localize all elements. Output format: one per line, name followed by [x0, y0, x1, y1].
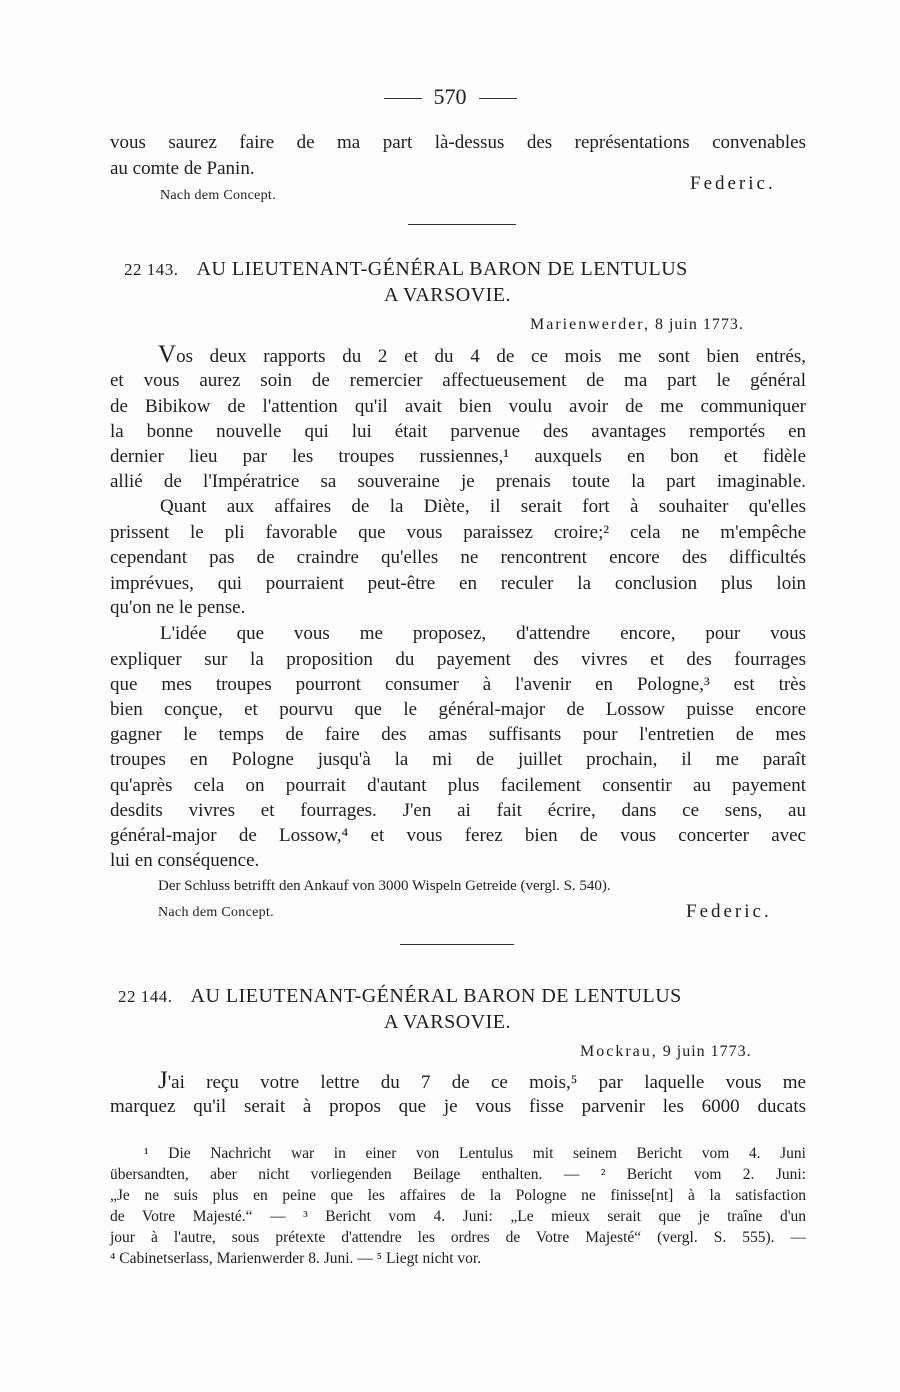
body-line: Quant aux affaires de la Diète, il serait fort à souhaiter qu'elles — [160, 496, 806, 517]
letter-heading — [124, 258, 688, 281]
letter-place: Mockrau, — [580, 1043, 658, 1060]
body-line: dernier lieu par les troupes russiennes,¹ auxquels en bon et fidèle — [110, 446, 806, 467]
body-line: de Bibikow de l'attention qu'il avait bien voulu avoir de me communiquer — [110, 396, 806, 417]
editor-note: Der Schluss betrifft den Ankauf von 3000 Wispeln Getreide (vergl. S. 540). — [158, 878, 611, 894]
signature: Federic. — [686, 901, 772, 922]
body-line: desdits vivres et fourrages. J'en ai fait écrire, dans ce sens, au — [110, 800, 806, 821]
body-line: cependant pas de craindre qu'elles ne rencontrent encore des difficultés — [110, 547, 806, 568]
letter-dateline — [530, 316, 744, 334]
body-line: marquez qu'il serait à propos que je vous fisse parvenir les 6000 ducats — [110, 1096, 806, 1117]
letter-title: AU LIEUTENANT-GÉNÉRAL BARON DE LENTULUS — [196, 258, 688, 280]
footnote-line: „Je ne suis plus en peine que les affaires de la Pologne ne finisse[nt] à la satisfaction — [110, 1187, 806, 1204]
body-line: J'ai reçu votre lettre du 7 de ce mois,⁵ par laquelle vous me — [158, 1067, 806, 1094]
body-line: imprévues, qui pourraient peut-être en reculer la conclusion plus loin — [110, 573, 806, 594]
footnote-line: übersandten, aber nicht vorliegenden Beilage enthalten. — ² Bericht vom 2. Juni: — [110, 1166, 806, 1183]
letter-heading — [118, 985, 682, 1008]
body-line: au comte de Panin. — [110, 158, 255, 179]
body-line: prissent le pli favorable que vous paraissez croire;² cela ne m'empêche — [110, 522, 806, 543]
body-line: vous saurez faire de ma part là-dessus des représentations convenables — [110, 132, 806, 153]
footnote-line: ¹ Die Nachricht war in einer von Lentulus mit seinem Bericht vom 4. Juni — [144, 1145, 806, 1162]
section-divider — [400, 944, 514, 945]
body-line: qu'on ne le pense. — [110, 597, 246, 618]
body-line: L'idée que vous me proposez, d'attendre encore, pour vous — [160, 623, 806, 644]
body-line: troupes en Pologne jusqu'à la mi de juillet prochain, il me paraît — [110, 749, 806, 770]
body-line: allié de l'Impératrice sa souveraine je prenais toute la part imaginable. — [110, 471, 806, 492]
letter-number: 22 143. — [124, 260, 179, 279]
initial-letter: J — [158, 1067, 168, 1094]
letter-date: 8 juin 1773. — [654, 316, 744, 333]
body-line: gagner le temps de faire des amas suffisants pour l'entretien de mes — [110, 724, 806, 745]
section-divider — [408, 224, 516, 225]
body-line: général-major de Lossow,⁴ et vous ferez bien de vous concerter avec — [110, 825, 806, 846]
letter-title-line2: A VARSOVIE. — [384, 1011, 512, 1033]
page-number: 570 — [0, 84, 900, 110]
letter-number: 22 144. — [118, 987, 173, 1006]
footnote-line: de Votre Majesté.“ — ³ Bericht vom 4. Juni: „Le mieux serait que je traîne d'un — [110, 1208, 806, 1225]
footnote-line: jour à l'autre, sous prétexte d'attendre les ordres de Votre Majesté“ (vergl. S. 555). — — [110, 1229, 806, 1246]
letter-title-line2: A VARSOVIE. — [384, 284, 512, 306]
body-line: que mes troupes pourront consumer à l'avenir en Pologne,³ est très — [110, 674, 806, 695]
letter-place: Marienwerder, — [530, 316, 650, 333]
footnote-line: ⁴ Cabinetserlass, Marienwerder 8. Juni. — ⁵ Liegt nicht vor. — [110, 1250, 482, 1267]
body-line: la bonne nouvelle qui lui était parvenue des avantages remportés en — [110, 421, 806, 442]
signature: Federic. — [690, 173, 776, 194]
letter-title: AU LIEUTENANT-GÉNÉRAL BARON DE LENTULUS — [190, 985, 682, 1007]
letter-date: 9 juin 1773. — [662, 1043, 752, 1060]
body-line: qu'après cela on pourrait d'autant plus facilement consentir au payement — [110, 775, 806, 796]
body-line: Vos deux rapports du 2 et du 4 de ce mois me sont bien entrés, — [158, 341, 806, 368]
body-line: lui en conséquence. — [110, 850, 260, 871]
source-note: Nach dem Concept. — [160, 188, 276, 203]
body-line: expliquer sur la proposition du payement des vivres et des fourrages — [110, 649, 806, 670]
body-line: et vous aurez soin de remercier affectueusement de ma part le général — [110, 370, 806, 391]
source-note: Nach dem Concept. — [158, 905, 274, 920]
letter-dateline — [580, 1043, 752, 1061]
initial-letter: V — [158, 341, 177, 368]
body-line: bien conçue, et pourvu que le général-major de Lossow puisse encore — [110, 699, 806, 720]
